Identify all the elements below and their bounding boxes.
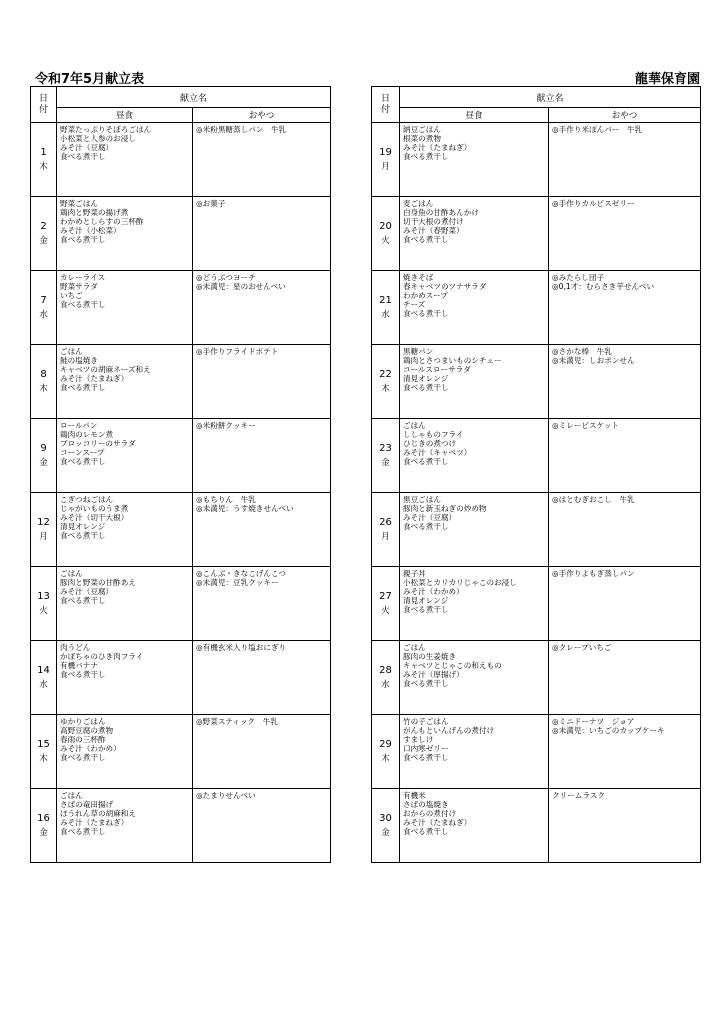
lunch-item: 食べる煮干し bbox=[60, 827, 106, 836]
snack-item: ◎米粉餅クッキー bbox=[196, 421, 256, 430]
lunch-cell bbox=[400, 271, 549, 345]
lunch-cell bbox=[57, 123, 193, 197]
snack-cell bbox=[549, 419, 701, 493]
day-number: 7 bbox=[40, 294, 47, 306]
lunch-item: わかめとしらすの三杯酢 bbox=[60, 217, 144, 226]
lunch-item: みそ汁（豆腐） bbox=[60, 587, 114, 596]
snack-item: ◎未満児：豆乳クッキー bbox=[196, 578, 279, 587]
date-cell bbox=[372, 345, 400, 419]
snack-item: ◎クレープいちご bbox=[552, 643, 612, 652]
date-cell bbox=[31, 493, 57, 567]
lunch-item: 食べる煮干し bbox=[60, 235, 106, 244]
day-row bbox=[372, 271, 701, 345]
day-row bbox=[372, 197, 701, 271]
date-cell bbox=[31, 345, 57, 419]
snack-cell bbox=[193, 123, 331, 197]
snack-item: ◎ミニドーナツ ジョア bbox=[552, 717, 635, 726]
lunch-item: 鮭の塩焼き bbox=[60, 356, 98, 365]
lunch-item: 清見オレンジ bbox=[403, 596, 449, 605]
menu-table-left bbox=[30, 86, 331, 863]
weekday: 木 bbox=[381, 383, 390, 394]
date-cell bbox=[372, 123, 400, 197]
lunch-item: キャベツとじゃこの和えもの bbox=[403, 661, 502, 670]
lunch-cell bbox=[57, 271, 193, 345]
snack-cell bbox=[549, 271, 701, 345]
lunch-item: さばの塩焼き bbox=[403, 800, 449, 809]
lunch-item: チーズ bbox=[403, 300, 426, 309]
date-cell bbox=[31, 715, 57, 789]
date-column-header bbox=[31, 87, 57, 123]
lunch-item: じゃがいものうま煮 bbox=[60, 504, 129, 513]
snack-item: クリームラスク bbox=[552, 791, 605, 800]
lunch-item: みそ汁（わかめ） bbox=[60, 744, 121, 753]
lunch-cell bbox=[400, 567, 549, 641]
lunch-item: 食べる煮干し bbox=[403, 309, 449, 318]
lunch-item: 小松菜とカリカリじゃこのお浸し bbox=[403, 578, 517, 587]
lunch-item: 食べる煮干し bbox=[60, 300, 106, 309]
day-row bbox=[372, 345, 701, 419]
lunch-item: カレーライス bbox=[60, 273, 106, 282]
snack-item: ◎たまりせんべい bbox=[196, 791, 256, 800]
lunch-cell bbox=[400, 197, 549, 271]
weekday: 月 bbox=[381, 531, 390, 542]
lunch-item: がんもといんげんの煮付け bbox=[403, 726, 495, 735]
lunch-item: こぎつねごはん bbox=[60, 495, 114, 504]
lunch-item: みそ汁（切干大根） bbox=[60, 513, 129, 522]
lunch-item: 食べる煮干し bbox=[403, 522, 449, 531]
date-cell bbox=[31, 567, 57, 641]
lunch-item: 食べる煮干し bbox=[60, 383, 106, 392]
weekday: 金 bbox=[39, 827, 48, 838]
weekday: 火 bbox=[381, 605, 390, 616]
weekday: 水 bbox=[381, 679, 390, 690]
date-header-line1: 日 bbox=[380, 93, 390, 104]
lunch-cell bbox=[57, 419, 193, 493]
lunch-item: みそ汁（小松菜） bbox=[60, 226, 121, 235]
lunch-item: 白身魚の甘酢あんかけ bbox=[403, 208, 479, 217]
day-number: 28 bbox=[379, 664, 392, 676]
lunch-item: 食べる煮干し bbox=[60, 457, 106, 466]
lunch-item: コーンスープ bbox=[60, 448, 105, 457]
snack-item: ◎有機玄米入り塩おにぎり bbox=[196, 643, 287, 652]
lunch-item: 清見オレンジ bbox=[60, 522, 106, 531]
weekday: 金 bbox=[39, 457, 48, 468]
date-cell bbox=[31, 271, 57, 345]
lunch-item: すましけ bbox=[403, 735, 434, 744]
lunch-cell bbox=[57, 345, 193, 419]
date-cell bbox=[372, 789, 400, 863]
snack-cell bbox=[549, 567, 701, 641]
snack-item: ◎みたらし団子 bbox=[552, 273, 605, 282]
snack-cell bbox=[549, 123, 701, 197]
snack-cell bbox=[549, 641, 701, 715]
lunch-item: わかめスープ bbox=[403, 291, 448, 300]
day-row bbox=[372, 641, 701, 715]
date-cell bbox=[31, 789, 57, 863]
snack-cell bbox=[193, 789, 331, 863]
day-number: 19 bbox=[379, 146, 392, 158]
lunch-item: 野菜ごはん bbox=[60, 199, 98, 208]
lunch-item: 有機バナナ bbox=[60, 661, 98, 670]
date-cell bbox=[31, 641, 57, 715]
date-cell bbox=[31, 123, 57, 197]
day-number: 20 bbox=[379, 220, 392, 232]
lunch-item: 食べる煮干し bbox=[60, 753, 106, 762]
lunch-item: ほうれん草の胡麻和え bbox=[60, 809, 136, 818]
day-row bbox=[372, 493, 701, 567]
weekday: 月 bbox=[39, 531, 48, 542]
date-cell bbox=[372, 197, 400, 271]
day-number: 29 bbox=[379, 738, 392, 750]
day-number: 2 bbox=[40, 220, 47, 232]
lunch-item: みそ汁（豆腐） bbox=[60, 143, 114, 152]
menu-name-header: 献立名 bbox=[400, 87, 701, 108]
day-row bbox=[372, 123, 701, 197]
snack-column-header: おやつ bbox=[193, 108, 331, 123]
lunch-item: ごはん bbox=[403, 421, 426, 430]
lunch-item: みそ汁（わかめ） bbox=[403, 587, 464, 596]
snack-item: ◎米粉黒糖蒸しパン 牛乳 bbox=[196, 125, 287, 134]
lunch-item: 食べる煮干し bbox=[403, 235, 449, 244]
snack-cell bbox=[193, 271, 331, 345]
lunch-item: 清見オレンジ bbox=[403, 374, 449, 383]
snack-item: ◎もちりん 牛乳 bbox=[196, 495, 256, 504]
snack-item: ◎未満児：しおポンせん bbox=[552, 356, 635, 365]
lunch-item: 食べる煮干し bbox=[403, 753, 449, 762]
lunch-item: 納豆ごはん bbox=[403, 125, 441, 134]
day-row bbox=[31, 345, 331, 419]
menu-name-header: 献立名 bbox=[57, 87, 331, 108]
snack-cell bbox=[193, 715, 331, 789]
lunch-item: おからの煮付け bbox=[403, 809, 457, 818]
snack-cell bbox=[549, 715, 701, 789]
weekday: 木 bbox=[39, 383, 48, 394]
day-row bbox=[31, 789, 331, 863]
lunch-cell bbox=[57, 715, 193, 789]
day-row bbox=[372, 567, 701, 641]
lunch-item: コールスローサラダ bbox=[403, 365, 471, 374]
lunch-item: 豚肉と野菜の甘酢あえ bbox=[60, 578, 136, 587]
lunch-item: いちご bbox=[60, 291, 83, 300]
date-cell bbox=[372, 715, 400, 789]
lunch-item: キャベツの胡麻ネーズ和え bbox=[60, 365, 151, 374]
lunch-item: 親子丼 bbox=[403, 569, 426, 578]
date-cell bbox=[31, 419, 57, 493]
lunch-item: ごはん bbox=[403, 643, 426, 652]
day-number: 16 bbox=[37, 812, 50, 824]
weekday: 火 bbox=[39, 605, 48, 616]
snack-column-header: おやつ bbox=[549, 108, 701, 123]
lunch-item: ししゃものフライ bbox=[403, 430, 464, 439]
day-number: 12 bbox=[37, 516, 50, 528]
lunch-item: 食べる煮干し bbox=[60, 531, 106, 540]
day-row bbox=[31, 197, 331, 271]
snack-cell bbox=[193, 345, 331, 419]
lunch-item: 麦ごはん bbox=[403, 199, 434, 208]
snack-item: ◎お菓子 bbox=[196, 199, 226, 208]
date-header-line1: 日 bbox=[38, 93, 48, 104]
lunch-item: 食べる煮干し bbox=[403, 152, 449, 161]
lunch-item: 食べる煮干し bbox=[60, 670, 106, 679]
lunch-item: 根菜の煮物 bbox=[403, 134, 441, 143]
lunch-item: 小松菜と人参のお浸し bbox=[60, 134, 136, 143]
snack-item: ◎手作り米ぽんバー 牛乳 bbox=[552, 125, 643, 134]
lunch-item: みそ汁（豆腐） bbox=[403, 513, 457, 522]
weekday: 金 bbox=[381, 827, 390, 838]
lunch-column-header: 昼食 bbox=[400, 108, 549, 123]
lunch-cell bbox=[57, 493, 193, 567]
lunch-item: 鶏肉と野菜の揚げ煮 bbox=[60, 208, 129, 217]
lunch-item: 鶏肉とさつまいものシチュー bbox=[403, 356, 502, 365]
snack-cell bbox=[193, 641, 331, 715]
lunch-item: 食べる煮干し bbox=[403, 605, 449, 614]
weekday: 金 bbox=[39, 235, 48, 246]
lunch-cell bbox=[400, 345, 549, 419]
snack-item: ◎はとむぎおこし 牛乳 bbox=[552, 495, 635, 504]
lunch-item: 食べる煮干し bbox=[403, 457, 449, 466]
lunch-item: みそ汁（キャベツ） bbox=[403, 448, 472, 457]
lunch-item: 豚肉と新玉ねぎの炒め物 bbox=[403, 504, 487, 513]
lunch-cell bbox=[400, 123, 549, 197]
day-row bbox=[31, 715, 331, 789]
snack-item: ◎手作りフライドポテト bbox=[196, 347, 279, 356]
lunch-item: 豚肉の生姜焼き bbox=[403, 652, 457, 661]
lunch-item: 黒糖パン bbox=[403, 347, 434, 356]
snack-cell bbox=[193, 197, 331, 271]
day-number: 22 bbox=[379, 368, 392, 380]
day-number: 14 bbox=[37, 664, 50, 676]
lunch-cell bbox=[400, 789, 549, 863]
lunch-item: 鶏肉のレモン煮 bbox=[60, 430, 114, 439]
day-row bbox=[31, 493, 331, 567]
lunch-item: かぼちゃのひき肉フライ bbox=[60, 652, 144, 661]
day-row bbox=[31, 271, 331, 345]
lunch-item: さばの竜田揚げ bbox=[60, 800, 114, 809]
lunch-item: ひじきの煮つけ bbox=[403, 439, 457, 448]
snack-item: ◎こんぶ・きなこげんこつ bbox=[196, 569, 287, 578]
snack-item: ◎0,1才：むらさき芋せんべい bbox=[552, 282, 655, 291]
lunch-item: 野菜たっぷりそぼろごはん bbox=[60, 125, 152, 134]
snack-item: ◎手作りカルピスゼリー bbox=[552, 199, 635, 208]
day-number: 13 bbox=[37, 590, 50, 602]
lunch-item: みそ汁（たまねぎ） bbox=[60, 818, 129, 827]
date-cell bbox=[372, 271, 400, 345]
date-header-line2: 付 bbox=[380, 104, 390, 115]
date-cell bbox=[31, 197, 57, 271]
weekday: 火 bbox=[381, 235, 390, 246]
snack-item: ◎さかな棒 牛乳 bbox=[552, 347, 612, 356]
day-row bbox=[372, 789, 701, 863]
snack-item: ◎未満児：うす焼きせんべい bbox=[196, 504, 294, 513]
lunch-item: みそ汁（たまねぎ） bbox=[60, 374, 129, 383]
day-number: 9 bbox=[40, 442, 47, 454]
weekday: 月 bbox=[381, 161, 390, 172]
lunch-item: 食べる煮干し bbox=[403, 827, 449, 836]
day-number: 1 bbox=[40, 146, 47, 158]
lunch-item: ごはん bbox=[60, 569, 83, 578]
menu-table-right bbox=[371, 86, 701, 863]
snack-cell bbox=[193, 567, 331, 641]
lunch-column-header: 昼食 bbox=[57, 108, 193, 123]
lunch-item: ごはん bbox=[60, 791, 83, 800]
snack-cell bbox=[549, 345, 701, 419]
date-cell bbox=[372, 641, 400, 715]
snack-item: ◎ミレービスケット bbox=[552, 421, 619, 430]
lunch-item: 高野豆腐の煮物 bbox=[60, 726, 114, 735]
snack-cell bbox=[549, 197, 701, 271]
snack-item: ◎野菜スティック 牛乳 bbox=[196, 717, 278, 726]
lunch-item: 黒豆ごはん bbox=[403, 495, 441, 504]
day-row bbox=[31, 567, 331, 641]
lunch-cell bbox=[400, 641, 549, 715]
lunch-item: 野菜サラダ bbox=[60, 282, 98, 291]
day-row bbox=[372, 419, 701, 493]
weekday: 水 bbox=[39, 309, 48, 320]
lunch-item: 食べる煮干し bbox=[60, 596, 106, 605]
lunch-item: ロールパン bbox=[60, 421, 98, 430]
day-number: 26 bbox=[379, 516, 392, 528]
snack-cell bbox=[193, 419, 331, 493]
lunch-item: みそ汁（厚揚げ） bbox=[403, 670, 464, 679]
lunch-item: 春キャベツのツナサラダ bbox=[403, 282, 487, 291]
snack-item: ◎未満児：いちごのカップケーキ bbox=[552, 726, 665, 735]
snack-item: ◎未満児：星のおせんべい bbox=[196, 282, 286, 291]
lunch-cell bbox=[57, 567, 193, 641]
lunch-item: みそ汁（たまねぎ） bbox=[403, 818, 472, 827]
day-row bbox=[31, 641, 331, 715]
lunch-cell bbox=[57, 789, 193, 863]
lunch-item: 食べる煮干し bbox=[403, 679, 449, 688]
lunch-item: 肉うどん bbox=[60, 643, 91, 652]
weekday: 木 bbox=[39, 753, 48, 764]
lunch-item: 食べる煮干し bbox=[403, 383, 449, 392]
day-number: 23 bbox=[379, 442, 392, 454]
day-row bbox=[372, 715, 701, 789]
lunch-cell bbox=[57, 197, 193, 271]
weekday: 木 bbox=[381, 753, 390, 764]
lunch-item: 有機米 bbox=[403, 791, 426, 800]
day-number: 27 bbox=[379, 590, 392, 602]
day-row bbox=[31, 419, 331, 493]
lunch-item: 切干大根の煮付け bbox=[403, 217, 464, 226]
lunch-cell bbox=[400, 419, 549, 493]
date-header-line2: 付 bbox=[38, 104, 48, 115]
day-number: 15 bbox=[37, 738, 50, 750]
lunch-cell bbox=[400, 493, 549, 567]
snack-cell bbox=[549, 789, 701, 863]
lunch-item: 焼きそば bbox=[403, 273, 434, 282]
lunch-item: 口内寒ゼリー bbox=[403, 744, 449, 753]
day-number: 21 bbox=[379, 294, 392, 306]
date-cell bbox=[372, 493, 400, 567]
lunch-item: ごはん bbox=[60, 347, 83, 356]
snack-item: ◎手作りよもぎ蒸しパン bbox=[552, 569, 635, 578]
snack-cell bbox=[193, 493, 331, 567]
day-number: 30 bbox=[379, 812, 392, 824]
day-row bbox=[31, 123, 331, 197]
weekday: 金 bbox=[381, 457, 390, 468]
date-cell bbox=[372, 567, 400, 641]
lunch-cell bbox=[57, 641, 193, 715]
weekday: 水 bbox=[381, 309, 390, 320]
lunch-cell bbox=[400, 715, 549, 789]
weekday: 水 bbox=[39, 679, 48, 690]
snack-item: ◎どうぶつヨーチ bbox=[196, 273, 256, 282]
document-title: 令和7年5月献立表 bbox=[35, 72, 145, 87]
weekday: 木 bbox=[39, 161, 48, 172]
lunch-item: 竹の子ごはん bbox=[403, 717, 449, 726]
date-cell bbox=[372, 419, 400, 493]
day-number: 8 bbox=[40, 368, 47, 380]
lunch-item: ゆかりごはん bbox=[60, 717, 106, 726]
lunch-item: 食べる煮干し bbox=[60, 152, 106, 161]
lunch-item: みそ汁（春野菜） bbox=[403, 226, 464, 235]
date-column-header bbox=[372, 87, 400, 123]
snack-cell bbox=[549, 493, 701, 567]
lunch-item: みそ汁（たまねぎ） bbox=[403, 143, 472, 152]
lunch-item: 春雨の三杯酢 bbox=[60, 735, 106, 744]
school-name: 龍華保育園 bbox=[634, 72, 700, 87]
lunch-item: ブロッコリーのサラダ bbox=[60, 439, 136, 448]
